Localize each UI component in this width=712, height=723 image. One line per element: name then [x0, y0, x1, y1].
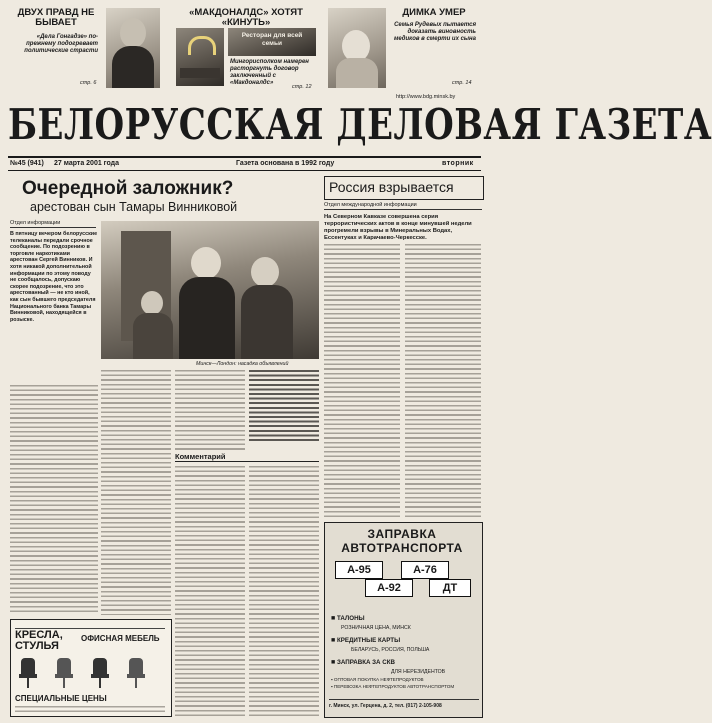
ad-furniture-contacts: [15, 706, 165, 712]
lead-body-col-1: [10, 385, 98, 615]
founded-note: Газета основана в 1992 году: [236, 160, 335, 167]
lead-photo: [101, 221, 319, 359]
lead-lede: В пятницу вечером белорусские телеканалы передали срочное сообщение. По подозрению в торговле наркотиками арестован Сергей Винников. И хотя никакой дополнительной информации по этому поводу не сообщалось, допускаю скорее подозрение, что это арестованный — не кто иной, как сын бывшего председателя Национального банка Тамары Винниковой, находящейся в розыске.: [10, 231, 98, 323]
ad-fuel-item-2: ■ КРЕДИТНЫЕ КАРТЫ БЕЛАРУСЬ, РОССИЯ, ПОЛЬША: [331, 636, 430, 653]
lead-body-col-3: [175, 370, 245, 450]
pump-a95: А-95: [335, 561, 383, 579]
side-body-col-2: [405, 244, 481, 519]
teaser-1-page: стр. 6: [80, 80, 97, 86]
ad-furniture-title: КРЕСЛА, СТУЛЬЯ: [15, 629, 63, 652]
teaser-1-photo: [106, 8, 160, 88]
comment-body-2: [249, 466, 319, 716]
lead-headline: Очередной заложник?: [22, 178, 234, 199]
teaser-2-photo-sign: Ресторан для всей семьи: [228, 28, 316, 56]
side-body-col-1: [324, 244, 400, 519]
teaser-1-title: ДВУХ ПРАВД НЕ БЫВАЕТ: [17, 7, 95, 28]
lead-photo-caption: Минск—Лондон: насадка объявлений: [196, 361, 289, 367]
ad-fuel-item-3: ■ ЗАПРАВКА ЗА СКВ ДЛЯ НЕРЕЗИДЕНТОВ: [331, 658, 446, 675]
pump-a92: А-92: [365, 579, 413, 597]
lead-subheadline: арестован сын Тамары Винниковой: [30, 200, 238, 214]
issue-number: №45 (941): [10, 160, 44, 167]
teaser-3-page: стр. 14: [452, 80, 472, 86]
lead-quote: [249, 370, 319, 442]
weekday: вторник: [442, 160, 474, 167]
lead-body-col-2: [101, 370, 171, 615]
teaser-2-text: Мингорисполком намерен расторгнуть договор заключенный с «Макдоналдс»: [230, 59, 309, 86]
ad-furniture-chairs: [17, 656, 165, 690]
teaser-3-title: ДИМКА УМЕР: [402, 7, 466, 18]
issue-date: 27 марта 2001 года: [54, 160, 120, 167]
teaser-1-text: «Дела Гонгадзе» по-прежнему подогревает политические страсти: [24, 34, 98, 54]
masthead: БЕЛОРУССКАЯ ДЕЛОВАЯ ГАЗЕТА: [8, 100, 712, 150]
ad-fuel-contact: г. Минск, ул. Герцена, д. 2, тел. (017) 2-105-908: [329, 699, 479, 709]
ad-fuel[interactable]: [324, 522, 483, 718]
site-url[interactable]: http://www.bdg.minsk.by: [396, 94, 456, 100]
ad-furniture-topline: [15, 622, 165, 629]
teaser-2-page: стр. 12: [292, 84, 312, 90]
teaser-3-photo: [328, 8, 386, 88]
ad-furniture-tag: ОФИСНАЯ МЕБЕЛЬ: [81, 634, 160, 643]
side-headline-box: [324, 176, 484, 200]
side-headline: Россия взрывается: [329, 179, 454, 195]
ad-fuel-footnote-1: ▪ ОПТОВАЯ ПОКУПКА НЕФТЕПРОДУКТОВ: [331, 677, 424, 682]
masthead-rule: [8, 156, 481, 158]
ad-fuel-footnote-2: ▪ ПЕРЕВОЗКА НЕФТЕПРОДУКТОВ АВТОТРАНСПОРТОМ: [331, 684, 455, 689]
lead-section-tag: Отдел информации: [10, 220, 96, 228]
date-rule: [8, 170, 481, 171]
comment-heading: Комментарий: [175, 452, 319, 462]
ad-fuel-pumps: [335, 561, 471, 601]
ad-furniture[interactable]: [10, 619, 172, 717]
side-lede: На Северном Кавказе совершена серия террористических актов в конце минувшей недели прогремели взрывы в Минеральных Водах, Ессентуках и Карачаево-Черкесске.: [324, 214, 472, 241]
teaser-3-text: Семья Рудевых пытается доказать виновность медиков в смерти их сына: [393, 22, 476, 42]
side-section-tag: Отдел международной информации: [324, 202, 482, 210]
ad-fuel-title: ЗАПРАВКА АВТОТРАНСПОРТА: [341, 527, 463, 555]
ad-fuel-item-1: ■ ТАЛОНЫ РОЗНИЧНАЯ ЦЕНА, МИНСК: [331, 614, 411, 631]
teaser-3[interactable]: [328, 6, 480, 92]
teaser-2[interactable]: [176, 6, 316, 92]
teaser-1[interactable]: [10, 6, 160, 92]
comment-body-1: [175, 466, 245, 716]
pump-dt: ДТ: [429, 579, 471, 597]
ad-furniture-footer: СПЕЦИАЛЬНЫЕ ЦЕНЫ: [15, 694, 107, 703]
pump-a76: А-76: [401, 561, 449, 579]
teaser-2-photo: [176, 28, 224, 86]
teaser-2-title: «МАКДОНАЛДС» ХОТЯТ «КИНУТЬ»: [189, 7, 303, 28]
